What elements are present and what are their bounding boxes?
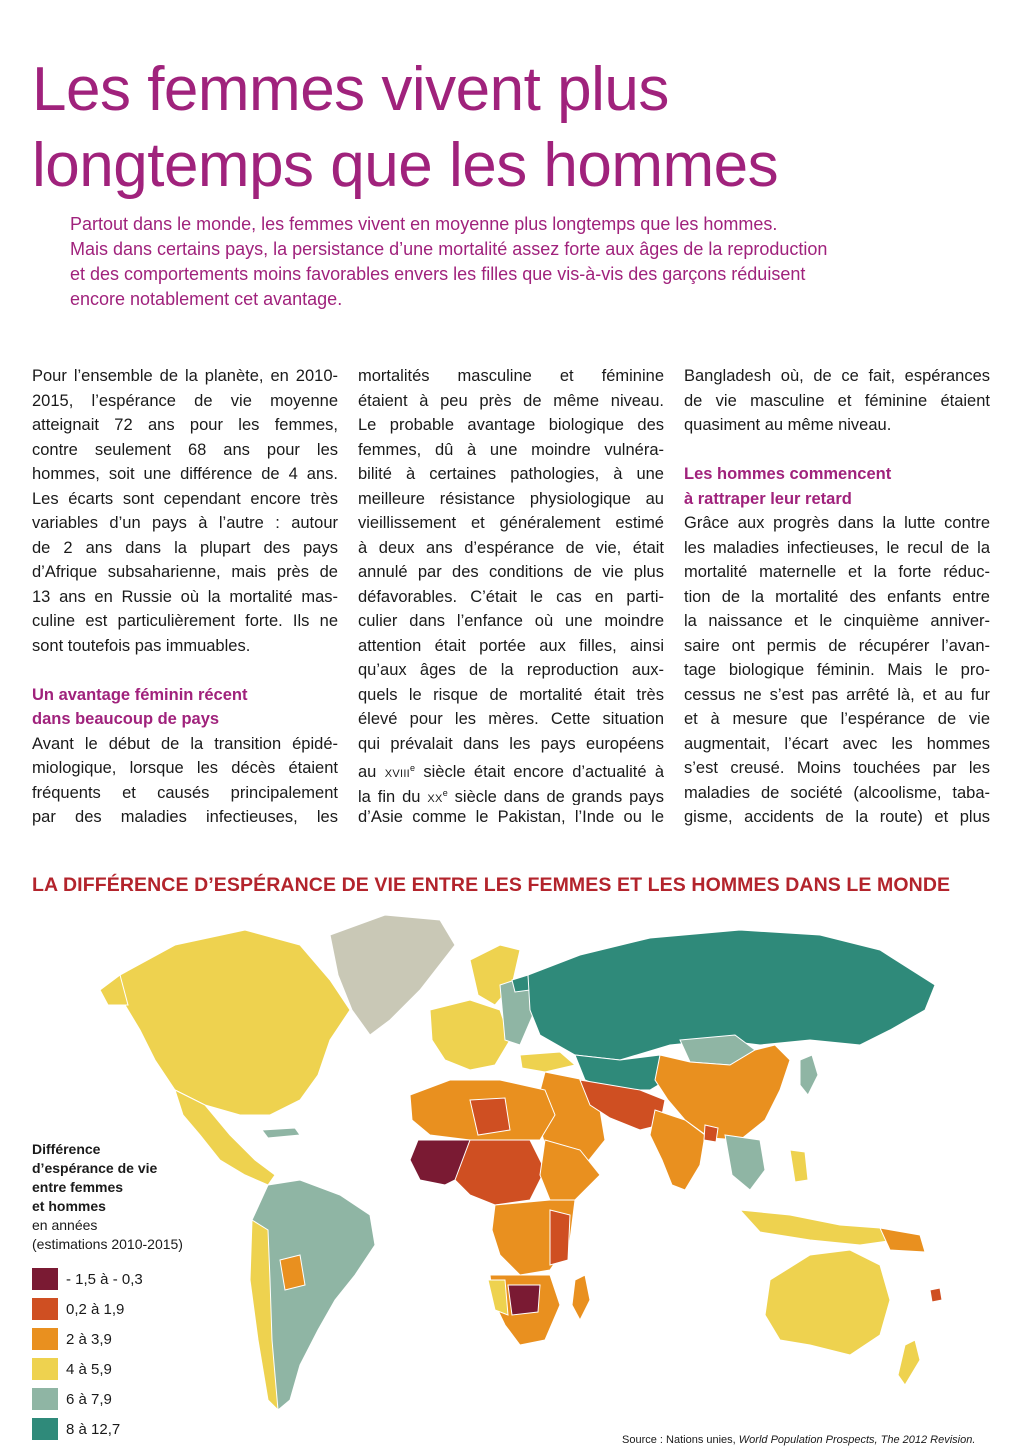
legend-subtitle-line: (estimations 2010-2015)	[32, 1236, 183, 1252]
text-line: 13 ans en Russie où la mortalité mas-	[32, 587, 338, 606]
legend-list	[32, 1264, 183, 1444]
text-line: femmes, dû à une moindre vulnéra-	[358, 440, 664, 459]
legend-item	[32, 1324, 183, 1354]
text-line: bilité à certaines pathologies, à une	[358, 465, 664, 483]
text-line: atteignait 72 ans pour les femmes,	[32, 416, 338, 434]
text-line: étaient à peu près de même niveau.	[358, 391, 664, 410]
legend-title-line: d’espérance de vie	[32, 1160, 158, 1176]
region-australia	[765, 1250, 890, 1355]
text-line: la naissance et le cinquième anniver-	[684, 612, 990, 630]
legend-label: 0,2 à 1,9	[66, 1300, 125, 1318]
legend-label: - 1,5 à - 0,3	[66, 1270, 143, 1288]
legend-swatch	[32, 1388, 58, 1410]
region-new-zealand	[898, 1340, 920, 1385]
legend-item	[32, 1414, 183, 1444]
text-line: Grâce aux progrès dans la lutte contre	[684, 514, 990, 532]
text-line: quels le risque de mortalité était très	[358, 685, 664, 704]
lead-line: encore notablement cet avantage.	[70, 289, 343, 309]
text-line: mortalités masculine et féminine	[358, 367, 664, 385]
text-line: de vie masculine et féminine étaient	[684, 391, 990, 410]
section-subheading: Les hommes commencent	[684, 465, 892, 483]
text-line: qu’aux âges de la reproduction aux-	[358, 661, 664, 679]
lead-line: Partout dans le monde, les femmes vivent en moyenne plus longtemps que les hommes.	[70, 214, 778, 234]
text-line: Pour l’ensemble de la planète, en 2010-	[32, 367, 338, 385]
region-turkey	[520, 1052, 575, 1072]
text-line: culine est particulièrement forte. Ils ne	[32, 612, 338, 630]
region-botswana-zimbabwe	[508, 1285, 540, 1315]
region-papua	[880, 1228, 925, 1252]
region-philippines	[790, 1150, 808, 1182]
region-north-america	[120, 930, 350, 1115]
region-japan	[800, 1055, 818, 1095]
section-subheading: à rattraper leur retard	[684, 489, 852, 508]
legend-subtitle-line: en années	[32, 1217, 98, 1233]
text-line: qui prévalait dans les pays européens	[358, 734, 664, 753]
text-line: augmentait, l’écart avec les hommes	[684, 734, 990, 753]
region-indonesia	[740, 1210, 895, 1245]
text-line: Les écarts sont cependant encore très	[32, 489, 338, 508]
text-line: de 2 ans dans la plupart des pays	[32, 538, 338, 557]
legend-title-line: entre femmes	[32, 1179, 124, 1195]
text-line: s’est creusé. Moins touchées par les	[684, 759, 990, 777]
legend-item	[32, 1384, 183, 1414]
text-column-3	[684, 364, 990, 830]
region-west-africa	[455, 1140, 545, 1205]
text-line: la fin du XXe siècle dans de grands pays	[358, 787, 664, 805]
text-line: meilleure résistance physiologique au	[358, 489, 664, 508]
legend-item	[32, 1354, 183, 1384]
region-southeast-asia	[725, 1135, 765, 1190]
text-line: au XVIIIe siècle était encore d’actualité à	[358, 763, 664, 781]
text-line: d’Asie comme le Pakistan, l’Inde ou le	[358, 808, 664, 826]
text-column-2	[358, 364, 664, 830]
lead-line: et des comportements moins favorables envers les filles que vis-à-vis des garçons réduisent	[70, 264, 806, 284]
legend-label: 6 à 7,9	[66, 1390, 112, 1408]
region-caribbean	[262, 1128, 300, 1138]
legend-swatch	[32, 1328, 58, 1350]
text-line: vieillissement et généralement estimé	[358, 514, 664, 532]
paragraph-gap	[32, 658, 338, 683]
region-pacific-islands	[930, 1288, 942, 1302]
text-line: Le probable avantage biologique des	[358, 416, 664, 434]
text-line: quasiment au même niveau.	[684, 416, 892, 434]
text-line: hommes, soit une différence de 4 ans.	[32, 465, 338, 483]
region-europe-west	[430, 1000, 510, 1070]
region-east-central-africa	[550, 1210, 570, 1265]
text-column-1	[32, 364, 338, 830]
region-baltics	[512, 975, 530, 992]
legend-swatch	[32, 1418, 58, 1440]
text-line: et à mesure que l’espérance de vie	[684, 710, 990, 728]
text-line: à deux ans d’espérance de vie, était	[358, 538, 664, 557]
legend-item	[32, 1294, 183, 1324]
text-line: tage biologique féminin. Mais le pro-	[684, 661, 990, 679]
legend-item	[32, 1264, 183, 1294]
title-line-2: longtemps que les hommes	[32, 131, 779, 200]
section-subheading: Un avantage féminin récent	[32, 685, 248, 704]
paragraph-gap	[684, 438, 990, 463]
text-line: tion de la mortalité des enfants entre	[684, 587, 990, 606]
text-line: élevé pour les mères. Cette situation	[358, 710, 664, 728]
text-line: miologique, lorsque les décès étaient	[32, 759, 338, 777]
text-line: mortalité maternelle et la forte réduc-	[684, 563, 990, 581]
text-line: annulé par des conditions de vie plus	[358, 563, 664, 581]
legend-swatch	[32, 1268, 58, 1290]
legend-swatch	[32, 1358, 58, 1380]
text-line: d’Afrique subsaharienne, mais près de	[32, 563, 338, 581]
legend-label: 4 à 5,9	[66, 1360, 112, 1378]
region-namibia	[488, 1280, 508, 1315]
map-legend	[32, 1140, 183, 1444]
page-title	[32, 52, 992, 204]
lead-line: Mais dans certains pays, la persistance d’une mortalité assez forte aux âges de la reproduction	[70, 239, 828, 259]
text-line: Avant le début de la transition épidé-	[32, 734, 338, 753]
text-line: les maladies infectieuses, le recul de la	[684, 538, 990, 557]
legend-label: 8 à 12,7	[66, 1420, 121, 1438]
text-line: par des maladies infectieuses, les	[32, 808, 338, 826]
legend-title-line: Différence	[32, 1141, 101, 1157]
text-line: saire ont permis de récupérer l’avan-	[684, 636, 990, 655]
text-line: défavorables. C’était le cas en parti-	[358, 587, 664, 606]
lead-paragraph	[70, 212, 970, 312]
legend-swatch	[32, 1298, 58, 1320]
text-line: 2015, l’espérance de vie moyenne	[32, 391, 338, 410]
text-line: gisme, accidents de la route) et plus	[684, 808, 990, 826]
region-bangladesh	[704, 1125, 718, 1142]
text-line: contre seulement 68 ans pour les	[32, 440, 338, 459]
chart-title: LA DIFFÉRENCE D’ESPÉRANCE DE VIE ENTRE LES FEMMES ET LES HOMMES DANS LE MONDE	[32, 874, 951, 896]
text-line: culier dans l’enfance où une moindre	[358, 612, 664, 630]
region-bolivia	[280, 1255, 305, 1290]
legend-title-line: et hommes	[32, 1198, 106, 1214]
text-line: maladies de société (alcoolisme, taba-	[684, 783, 990, 802]
text-line: attention était portée aux filles, ainsi	[358, 636, 664, 655]
text-line: Bangladesh où, de ce fait, espérances	[684, 367, 990, 385]
section-subheading: dans beaucoup de pays	[32, 710, 220, 728]
title-line-1: Les femmes vivent plus	[32, 55, 669, 124]
legend-label: 2 à 3,9	[66, 1330, 112, 1348]
source-note: Source : Nations unies, World Population Prospects, The 2012 Revision.	[622, 1434, 976, 1446]
text-line: fréquents et causés principalement	[32, 783, 338, 802]
text-line: sont toutefois pas immuables.	[32, 636, 251, 655]
region-madagascar	[572, 1275, 590, 1320]
text-line: variables d’un pays à l’autre : autour	[32, 514, 338, 532]
text-line: cessus ne s’est pas arrêté là, et au fur	[684, 685, 990, 704]
